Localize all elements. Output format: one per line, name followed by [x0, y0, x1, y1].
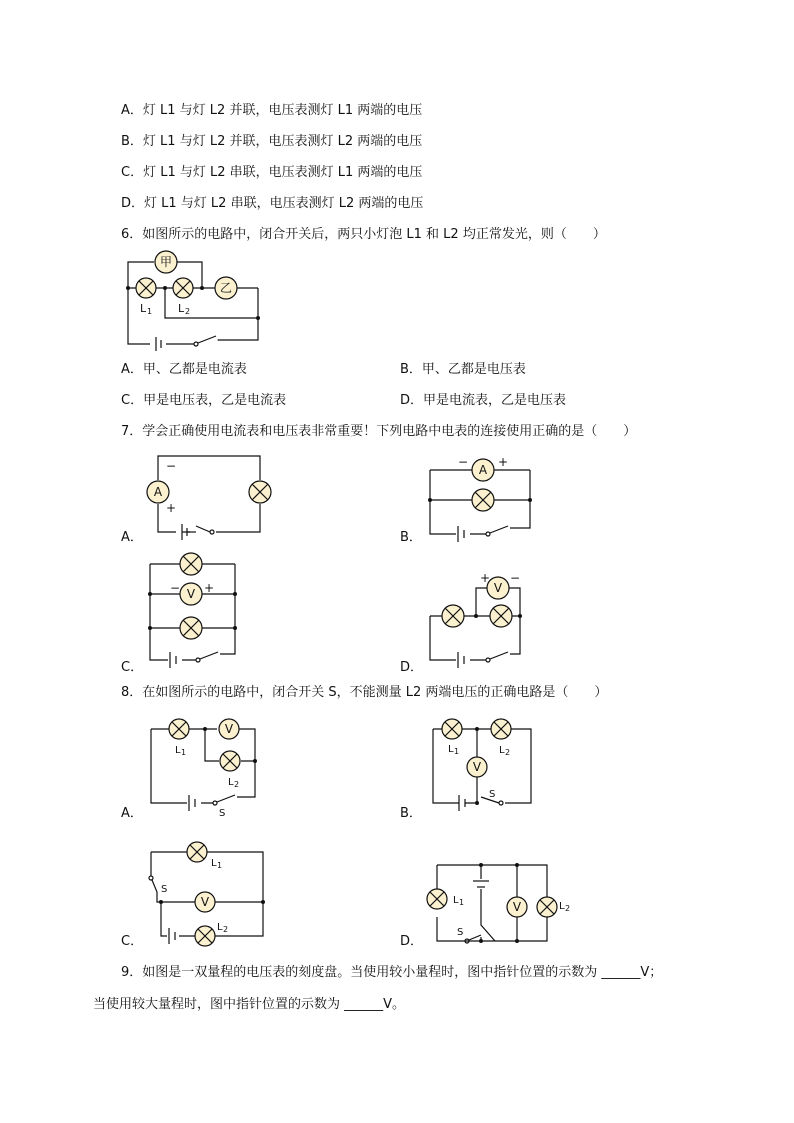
q8-circuit-c: [145, 840, 270, 950]
q7-label-d: D．: [400, 660, 424, 675]
svg-text:2: 2: [234, 780, 240, 789]
svg-text:S: S: [219, 808, 226, 819]
svg-text:1: 1: [147, 307, 153, 316]
svg-text:1: 1: [459, 898, 465, 907]
svg-text:L: L: [559, 901, 565, 912]
svg-text:−: −: [166, 459, 177, 473]
q7a-lamp: [249, 481, 271, 503]
q6-lamp-l1: [136, 278, 156, 298]
svg-text:2: 2: [185, 307, 191, 316]
q8-label-a: A．: [121, 806, 143, 821]
q8b-lamp-l1: [442, 719, 462, 739]
q5-option-d: D．灯 L1 与灯 L2 串联，电压表测灯 L2 两端的电压: [121, 196, 424, 211]
q7b-lamp: [472, 489, 494, 511]
q8c-lamp-l2: [195, 926, 215, 946]
svg-text:L: L: [499, 745, 505, 756]
q6-meter-jia: 甲: [159, 255, 173, 269]
q8-circuit-d: [425, 855, 571, 950]
q9-line2: 当使用较大量程时，图中指针位置的示数为 ______V。: [93, 997, 406, 1012]
q8d-voltmeter: V: [512, 900, 522, 914]
q8-stem: 8．在如图所示的电路中，闭合开关 S，不能测量 L2 两端电压的正确电路是（ ）: [121, 685, 608, 700]
q8d-lamp-l1: [427, 889, 447, 909]
q6-circuit-diagram: [118, 248, 278, 358]
svg-text:S: S: [457, 927, 464, 938]
q7d-voltmeter: V: [493, 581, 503, 595]
q7-label-c: C．: [121, 660, 144, 675]
q7-circuit-a: [140, 450, 280, 540]
svg-text:2: 2: [505, 748, 511, 757]
q6-option-a: A．甲、乙都是电流表: [121, 362, 247, 377]
svg-text:+: +: [480, 571, 491, 585]
q6-label-l1: L: [140, 302, 147, 315]
svg-text:L: L: [175, 745, 181, 756]
svg-text:+: +: [498, 455, 509, 469]
q8b-voltmeter: V: [472, 760, 482, 774]
q7-label-a: A．: [121, 530, 143, 545]
q7a-ammeter: A: [153, 485, 163, 499]
q7-circuit-b: [420, 450, 540, 545]
svg-text:L: L: [448, 744, 454, 755]
svg-text:1: 1: [181, 748, 187, 757]
q5-option-c: C．灯 L1 与灯 L2 串联，电压表测灯 L1 两端的电压: [121, 165, 423, 180]
q6-option-c: C．甲是电压表，乙是电流表: [121, 393, 287, 408]
q8-circuit-b: [425, 715, 545, 815]
q8c-voltmeter: V: [200, 895, 210, 909]
q8a-voltmeter: V: [224, 722, 234, 736]
svg-text:L: L: [217, 922, 223, 933]
q8-label-d: D．: [400, 934, 424, 949]
q8a-lamp-l1: [169, 719, 189, 739]
q6-stem: 6．如图所示的电路中，闭合开关后，两只小灯泡 L1 和 L2 均正常发光，则（ ）: [121, 227, 606, 242]
q7-label-b: B．: [400, 530, 422, 545]
svg-text:L: L: [211, 858, 217, 869]
q7-circuit-c: [140, 550, 250, 665]
q7d-lamp-l2: [490, 605, 512, 627]
q6-label-l2: L: [178, 302, 185, 315]
svg-text:−: −: [510, 571, 521, 585]
q8-circuit-a: [145, 715, 265, 820]
q5-option-b: B．灯 L1 与灯 L2 并联，电压表测灯 L2 两端的电压: [121, 134, 423, 149]
svg-text:−: −: [458, 455, 469, 469]
q5-option-a: A．灯 L1 与灯 L2 并联，电压表测灯 L1 两端的电压: [121, 103, 423, 118]
q7-circuit-d: [420, 570, 540, 670]
q8b-lamp-l2: [491, 719, 511, 739]
q8c-lamp-l1: [187, 842, 207, 862]
svg-text:L: L: [228, 777, 234, 788]
svg-text:S: S: [161, 884, 168, 895]
svg-text:+: +: [204, 581, 215, 595]
q6-lamp-l2: [173, 278, 193, 298]
q7b-ammeter: A: [478, 463, 488, 477]
q8-label-b: B．: [400, 806, 422, 821]
q7d-lamp-l1: [442, 605, 464, 627]
svg-text:S: S: [489, 789, 496, 800]
q7c-voltmeter: V: [186, 587, 196, 601]
q8d-lamp-l2: [537, 897, 557, 917]
q6-option-b: B．甲、乙都是电压表: [400, 362, 526, 377]
svg-text:1: 1: [454, 747, 460, 756]
svg-text:L: L: [453, 895, 459, 906]
svg-text:2: 2: [223, 925, 229, 934]
svg-text:+: +: [166, 501, 177, 515]
q9-line1: 9．如图是一双量程的电压表的刻度盘。当使用较小量程时，图中指针位置的示数为 ______V；: [121, 965, 663, 980]
svg-text:−: −: [170, 581, 181, 595]
q6-meter-yi: 乙: [219, 281, 233, 295]
svg-text:1: 1: [217, 861, 223, 870]
q8a-lamp-l2: [220, 751, 240, 771]
q7c-lamp-top: [180, 553, 202, 575]
q7-stem: 7．学会正确使用电流表和电压表非常重要！下列电路中电表的连接使用正确的是（ ）: [121, 424, 637, 439]
q6-option-d: D．甲是电流表，乙是电压表: [400, 393, 567, 408]
q7c-lamp-bottom: [180, 617, 202, 639]
svg-text:2: 2: [565, 904, 571, 913]
q8-label-c: C．: [121, 934, 144, 949]
